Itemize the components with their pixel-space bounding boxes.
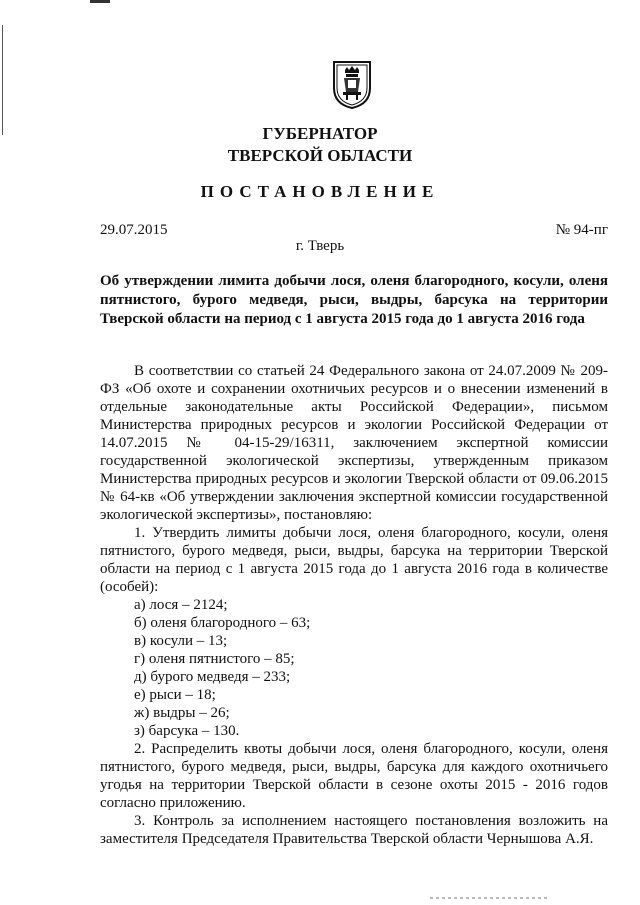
list-item: е) рыси – 18; [134, 687, 216, 703]
limits-list [100, 596, 608, 740]
item-3-paragraph: 3. Контроль за исполнением настоящего постановления возложить на заместителя Председателя Правительства Тверской области Чернышова А.Я. [100, 813, 608, 847]
authority-line-1: ГУБЕРНАТОР [262, 124, 378, 143]
list-item: в) косули – 13; [134, 633, 228, 649]
document-body [100, 362, 608, 848]
list-item: д) бурого медведя – 233; [134, 669, 291, 685]
list-item: б) оленя благородного – 63; [134, 615, 311, 631]
coat-of-arms-icon [332, 58, 372, 110]
item-2-paragraph: 2. Распределить квоты добычи лося, оленя благородного, косули, оленя пятнистого, бурого медведя, рыси, выдры, барсука для каждого охотничьего угодья на территории Тверской области в сезоне охоты 2015 - 2016 годов согласно приложению. [100, 741, 608, 811]
list-item: г) оленя пятнистого – 85; [134, 651, 295, 667]
document-subject: Об утверждении лимита добычи лося, оленя благородного, косули, оленя пятнистого, бурого медведя, рыси, выдры, барсука на территории Тверской области на период с 1 августа 2015 года до 1 августа 2016 года [100, 273, 608, 327]
document-type: ПОСТАНОВЛЕНИЕ [200, 182, 440, 201]
scan-edge-line [2, 25, 3, 135]
issuing-authority [0, 123, 640, 167]
document-date: 29.07.2015 [100, 222, 168, 238]
document-number: № 94-пг [555, 222, 608, 238]
list-item: ж) выдры – 26; [134, 705, 230, 721]
scan-artifact-bottom [430, 897, 550, 899]
scan-artifact [90, 0, 110, 3]
document-city: г. Тверь [295, 238, 345, 254]
item-1-paragraph: 1. Утвердить лимиты добычи лося, оленя благородного, косули, оленя пятнистого, бурого медведя, рыси, выдры, барсука на территории Тверской области на период с 1 августа 2015 года до 1 августа 2016 года в количестве (особей): [100, 525, 608, 595]
authority-line-2: ТВЕРСКОЙ ОБЛАСТИ [227, 146, 413, 165]
preamble-paragraph: В соответствии со статьей 24 Федерального закона от 24.07.2009 № 209-ФЗ «Об охоте и сохранении охотничьих ресурсов и о внесении изменений в отдельные законодательные акты Российской Федерации», письмом Министерства природных ресурсов и экологии Российской Федерации от 14.07.2015 № 04-15-29/16311, заключением экспертной комиссии государственной экологической экспертизы, утвержденным приказом Министерства природных ресурсов и экологии Тверской области от 09.06.2015 № 64-кв «Об утверждении заключения экспертной комиссии государственной экологической экспертизы», постановляю: [100, 363, 608, 523]
list-item: а) лося – 2124; [134, 597, 228, 613]
list-item: з) барсука – 130. [134, 723, 240, 739]
